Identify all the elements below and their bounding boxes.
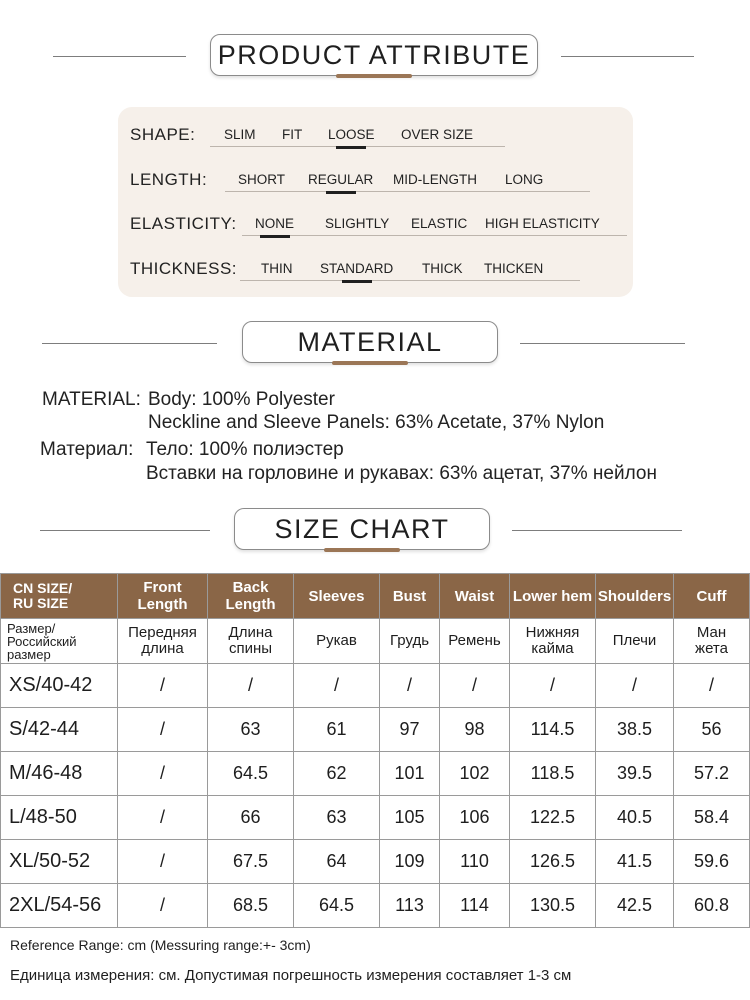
table-cell: / bbox=[118, 708, 208, 752]
table-cell: Плечи bbox=[596, 619, 674, 664]
table-cell: Ремень bbox=[440, 619, 510, 664]
attribute-underline bbox=[242, 235, 627, 236]
size-table bbox=[0, 573, 750, 928]
table-row bbox=[1, 752, 750, 796]
table-cell: Нижняя кайма bbox=[510, 619, 596, 664]
size-chart-heading bbox=[0, 508, 750, 554]
heading-rule-right bbox=[561, 56, 694, 57]
table-cell: / bbox=[118, 884, 208, 928]
table-cell: 40.5 bbox=[596, 796, 674, 840]
table-cell: 66 bbox=[208, 796, 294, 840]
table-cell: / bbox=[118, 752, 208, 796]
selected-marker bbox=[342, 280, 372, 283]
size-chart-title: SIZE CHART bbox=[234, 508, 490, 550]
material-label-ru: Материал: bbox=[40, 439, 134, 460]
product-attribute-title: PRODUCT ATTRIBUTE bbox=[210, 34, 538, 76]
table-cell: 58.4 bbox=[674, 796, 750, 840]
selected-marker bbox=[326, 191, 356, 194]
table-cell: Front Length bbox=[118, 574, 208, 619]
table-cell: 113 bbox=[380, 884, 440, 928]
option-regular: REGULAR bbox=[308, 172, 373, 187]
table-row bbox=[1, 884, 750, 928]
material-panels-ru: Вставки на горловине и рукавах: 63% ацетат, 37% нейлон bbox=[146, 463, 657, 484]
table-cell: S/42-44 bbox=[1, 708, 118, 752]
table-cell: 105 bbox=[380, 796, 440, 840]
option-thick: THICK bbox=[422, 261, 463, 276]
table-cell: Sleeves bbox=[294, 574, 380, 619]
table-cell: Back Length bbox=[208, 574, 294, 619]
table-cell: / bbox=[510, 664, 596, 708]
table-cell: 59.6 bbox=[674, 840, 750, 884]
material-label-en: MATERIAL: bbox=[42, 389, 141, 410]
material-heading bbox=[0, 321, 750, 367]
product-attribute-heading bbox=[0, 34, 750, 80]
table-row bbox=[1, 796, 750, 840]
table-cell: 109 bbox=[380, 840, 440, 884]
table-cell: XL/50-52 bbox=[1, 840, 118, 884]
table-cell: 114.5 bbox=[510, 708, 596, 752]
option-loose: LOOSE bbox=[328, 127, 375, 142]
table-cell: 41.5 bbox=[596, 840, 674, 884]
length-label: LENGTH: bbox=[130, 170, 208, 189]
table-cell: / bbox=[118, 840, 208, 884]
heading-rule-left bbox=[42, 343, 217, 344]
option-none: NONE bbox=[255, 216, 294, 231]
table-cell: 118.5 bbox=[510, 752, 596, 796]
header-row-ru bbox=[1, 619, 750, 664]
header-row-en bbox=[1, 574, 750, 619]
table-cell: M/46-48 bbox=[1, 752, 118, 796]
option-long: LONG bbox=[505, 172, 544, 187]
table-cell: 97 bbox=[380, 708, 440, 752]
table-cell: 64.5 bbox=[294, 884, 380, 928]
material-panels-en: Neckline and Sleeve Panels: 63% Acetate, 37% Nylon bbox=[148, 412, 605, 433]
thickness-label: THICKNESS: bbox=[130, 259, 238, 278]
option-high-elasticity: HIGH ELASTICITY bbox=[485, 216, 600, 231]
table-row bbox=[1, 664, 750, 708]
table-cell: 130.5 bbox=[510, 884, 596, 928]
table-cell: 64 bbox=[294, 840, 380, 884]
table-cell: Грудь bbox=[380, 619, 440, 664]
table-cell: 106 bbox=[440, 796, 510, 840]
table-cell: / bbox=[118, 664, 208, 708]
attribute-underline bbox=[225, 191, 590, 192]
table-cell: Lower hem bbox=[510, 574, 596, 619]
option-over-size: OVER SIZE bbox=[401, 127, 474, 142]
table-cell: 68.5 bbox=[208, 884, 294, 928]
option-mid-length: MID-LENGTH bbox=[393, 172, 477, 187]
heading-rule-left bbox=[40, 530, 210, 531]
elasticity-label: ELASTICITY: bbox=[130, 214, 237, 233]
table-cell: / bbox=[596, 664, 674, 708]
table-cell: XS/40-42 bbox=[1, 664, 118, 708]
table-cell: Waist bbox=[440, 574, 510, 619]
table-cell: 102 bbox=[440, 752, 510, 796]
shape-label: SHAPE: bbox=[130, 125, 196, 144]
attribute-panel bbox=[118, 107, 633, 297]
material-title: MATERIAL bbox=[242, 321, 498, 363]
table-cell: Рукав bbox=[294, 619, 380, 664]
table-cell: Shoulders bbox=[596, 574, 674, 619]
table-cell: Передняя длина bbox=[118, 619, 208, 664]
option-standard: STANDARD bbox=[320, 261, 393, 276]
selected-marker bbox=[336, 146, 366, 149]
option-thin: THIN bbox=[261, 261, 293, 276]
heading-accent-bar bbox=[332, 361, 408, 365]
table-cell: Размер/ Российский размер bbox=[1, 619, 118, 664]
table-cell: / bbox=[674, 664, 750, 708]
option-short: SHORT bbox=[238, 172, 286, 187]
table-cell: Bust bbox=[380, 574, 440, 619]
table-cell: 63 bbox=[208, 708, 294, 752]
table-cell: / bbox=[118, 796, 208, 840]
option-slightly: SLIGHTLY bbox=[325, 216, 390, 231]
table-cell: Длина спины bbox=[208, 619, 294, 664]
material-body-en: Body: 100% Polyester bbox=[148, 389, 335, 410]
table-cell: 64.5 bbox=[208, 752, 294, 796]
table-cell: 57.2 bbox=[674, 752, 750, 796]
option-fit: FIT bbox=[282, 127, 303, 142]
table-row bbox=[1, 840, 750, 884]
attribute-underline bbox=[240, 280, 580, 281]
table-cell: 2XL/54-56 bbox=[1, 884, 118, 928]
heading-rule-right bbox=[520, 343, 685, 344]
table-cell: 42.5 bbox=[596, 884, 674, 928]
heading-accent-bar bbox=[324, 548, 400, 552]
table-cell: / bbox=[208, 664, 294, 708]
table-cell: Cuff bbox=[674, 574, 750, 619]
table-cell: 63 bbox=[294, 796, 380, 840]
heading-rule-left bbox=[53, 56, 186, 57]
table-cell: / bbox=[294, 664, 380, 708]
table-cell: 126.5 bbox=[510, 840, 596, 884]
table-cell: 60.8 bbox=[674, 884, 750, 928]
table-cell: 56 bbox=[674, 708, 750, 752]
reference-range-note-ru: Единица измерения: см. Допустимая погрешность измерения составляет 1-3 см bbox=[10, 967, 572, 984]
table-row bbox=[1, 708, 750, 752]
table-cell: 110 bbox=[440, 840, 510, 884]
table-cell: Ман жета bbox=[674, 619, 750, 664]
selected-marker bbox=[260, 235, 290, 238]
table-cell: 122.5 bbox=[510, 796, 596, 840]
table-cell: / bbox=[440, 664, 510, 708]
table-cell: 38.5 bbox=[596, 708, 674, 752]
option-slim: SLIM bbox=[224, 127, 256, 142]
table-cell: L/48-50 bbox=[1, 796, 118, 840]
option-thicken: THICKEN bbox=[484, 261, 544, 276]
table-cell: 101 bbox=[380, 752, 440, 796]
material-body-ru: Тело: 100% полиэстер bbox=[146, 439, 344, 460]
table-cell: 114 bbox=[440, 884, 510, 928]
table-cell: 61 bbox=[294, 708, 380, 752]
table-cell: 67.5 bbox=[208, 840, 294, 884]
table-cell: 98 bbox=[440, 708, 510, 752]
reference-range-note: Reference Range: cm (Messuring range:+- 3cm) bbox=[10, 937, 311, 953]
table-cell: 62 bbox=[294, 752, 380, 796]
heading-accent-bar bbox=[336, 74, 412, 78]
size-table-body bbox=[1, 574, 750, 928]
table-cell: CN SIZE/ RU SIZE bbox=[1, 574, 118, 619]
heading-rule-right bbox=[512, 530, 682, 531]
table-cell: 39.5 bbox=[596, 752, 674, 796]
table-cell: / bbox=[380, 664, 440, 708]
option-elastic: ELASTIC bbox=[411, 216, 468, 231]
